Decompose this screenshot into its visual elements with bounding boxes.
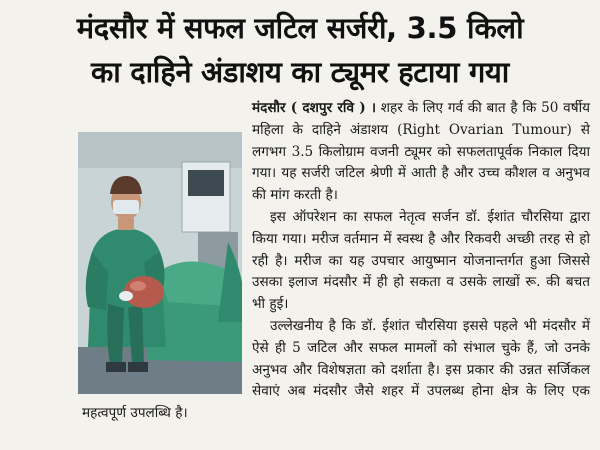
dateline: मंदसौर ( दशपुर रवि ) । (252, 100, 376, 116)
surgery-photo (78, 132, 242, 394)
paragraph-1-text: शहर के लिए गर्व की बात है कि 50 वर्षीय महिला के दाहिने अंडाशय (Right Ovarian Tumour) से लगभग 3.5 किलोग्राम वजनी ट्यूमर को सफलतापूर्वक निकाल दिया गया। यह सर्जरी जटिल श्रेणी में आती है और उच्च कौशल व अनुभव की मांग करती है। (252, 100, 590, 204)
article-body (82, 98, 590, 425)
surgery-photo-illustration (78, 132, 242, 394)
headline-line-2: का दाहिने अंडाशय का ट्यूमर हटाया गया (90, 55, 510, 89)
headline-line-1: मंदसौर में सफल जटिल सर्जरी, 3.5 किलो (76, 11, 524, 45)
paragraph-3: उल्लेखनीय है कि डॉ. ईशांत चौरसिया इससे पहले भी मंदसौर में ऐसे ही 5 जटिल और सफल मामलों को संभाल चुके हैं, जो उनके अनुभव और विशेषज्ञता को दर्शाता है। इस प्रकार की उन्नत सर्जिकल सेवाएं अब मंदसौर जैसे शहर में उपलब्ध होना क्षेत्र के लिए एक महत्वपूर्ण उपलब्धि है। (82, 317, 590, 422)
headline (0, 6, 600, 94)
paragraph-2: इस ऑपरेशन का सफल नेतृत्व सर्जन डॉ. ईशांत चौरसिया द्वारा किया गया। मरीज वर्तमान में स्वस्थ है और रिकवरी अच्छी तरह से हो रही है। मरीज का यह उपचार आयुष्मान योजनान्तर्गत हुआ जिससे उसका इलाज मंदसौर में ही हो सकता व उसके लाखों रू. की बचत भी हुई। (252, 208, 590, 313)
